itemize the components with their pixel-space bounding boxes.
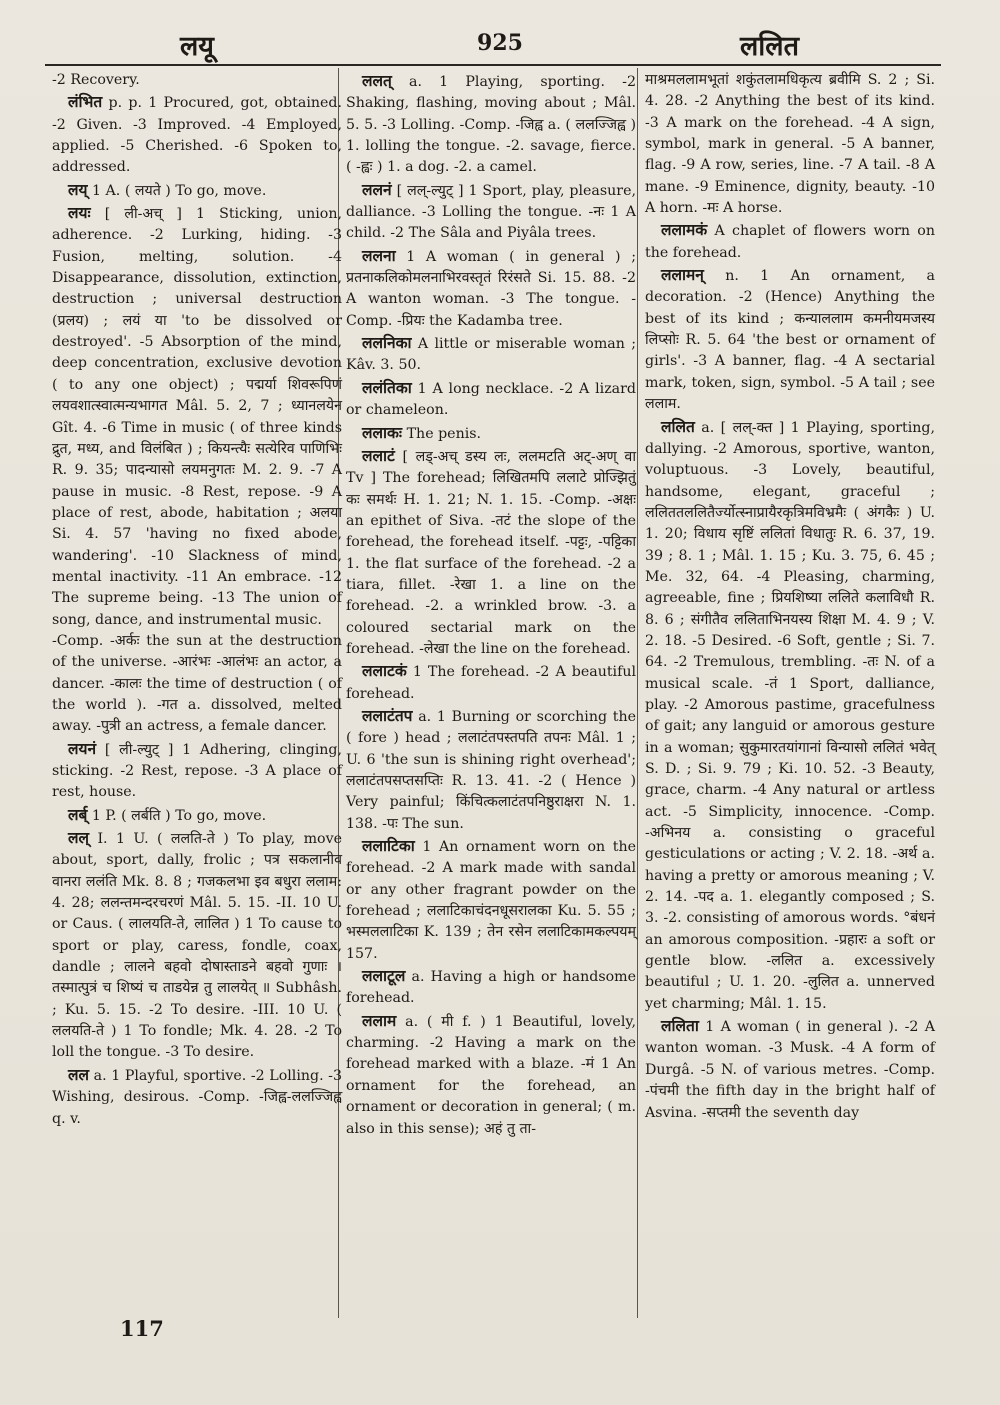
entry-text: [ ली-अच् ] 1 Sticking, union, adherence. -2 Lurking, hiding. -3 Fusion, melting, solution. -4 Disappearance, dissolution, extinction, destruction ; universal destruction (प्रलय) ; लयं या 'to be dissolved or destroyed'. -5 Absorption of the mind, deep concentration, exclusive devotion ( to any one object) ; पद्मर्या शिवरूपिणं लयवशात्स्वात्मन्यभागत Mâl. 5. 2, 7 ; ध्यानलयेन Gît. 4. -6 Time in music ( of three kinds द्रुत, मध्य, and विलंबित ) ; कियन्त्यैः सत्येरिव पाणिभिः R. 9. 35; पादन्यासो लयमनुगतः M. 2. 9. -7 A pause in music. -8 Rest, repose. -9 A place of rest, abode, habitation ; अलया Si. 4. 57 'having no fixed abode, wandering'. -10 Slackness of mind, mental inactivity. -11 An embrace. -12 The supreme being. -13 The union of song, dance, and instrumental music. [52, 206, 342, 628]
entry-headword: ललनं [362, 179, 392, 199]
entry-headword: ललाटूल [362, 966, 406, 986]
entry-headword: ललना [362, 245, 396, 265]
dictionary-entry [52, 91, 342, 178]
entry-text: -Comp. -अर्कः the sun at the destruction of the universe. -आरंभः -आलंभः an actor, a dancer. -कालः the time of destruction ( of the world ). -गत a. dissolved, melted away. -पुत्री an actress, a female dancer. [52, 632, 342, 735]
entry-headword: लंभित [68, 92, 103, 112]
entry-text: माश्रमललामभूतां शकुंतलामधिकृत्य ब्रवीमि S. 2 ; Si. 4. 28. -2 Anything the best of its kind. -3 A mark on the forehead. -4 A sign, symbol, mark in general. -5 A banner, flag. -9 A row, series, line. -7 A tail. -8 A mane. -9 Eminence, dignity, beauty. -10 A horn. -मः A horse. [645, 72, 935, 217]
entry-headword: लर्ब् [68, 804, 88, 824]
right-running-headword: ललित [740, 31, 799, 62]
entry-text: a. [ लल्-क्त ] 1 Playing, sporting, dallying. -2 Amorous, sportive, wanton, voluptuous. -3 Lovely, beautiful, handsome, elegant, graceful ; ललिततललितैर्ज्योत्स्नाप्रायैरकृत्रिमविभ्रमैः ( अंगकैः ) U. 1. 20; विधाय सृष्टिं ललितां विधातुः R. 6. 37, 19. 39 ; 8. 1 ; Mâl. 1. 15 ; Ku. 3. 75, 6. 45 ; Me. 32, 64. -4 Pleasing, charming, agreeable, fine ; प्रियशिष्या ललिते कलाविधौ R. 8. 6 ; संगीतैव ललिताभिनयस्य शिक्षा M. 4. 9 ; V. 2. 18. -5 Desired. -6 Soft, gentle ; Si. 7. 64. -2 Tremulous, trembling. -तः N. of a musical scale. -तं 1 Sport, dalliance, play. -2 Amorous pastime, gracefulness of gait; any languid or amorous gesture in a woman; सुकुमारतयांगानां विन्यासो ललितं भवेत् S. D. ; Si. 9. 79 ; Ki. 10. 52. -3 Beauty, grace, charm. -4 Any natural or artless act. -5 Simplicity, innocence. -Comp. -अभिनय a. consisting o graceful gesticulations or acting ; V. 2. 18. -अर्थ a. having a pretty or amorous meaning ; V. 2. 14. -पद a. 1. elegantly composed ; S. 3. -2. consisting of amorous words. °बंधनं an amorous composition. -प्रहारः a soft or gentle blow. -ललित a. excessively beautiful ; U. 1. 20. -लुलित a. unnerved yet charming; Mâl. 1. 15. [645, 419, 936, 1012]
entry-headword: ललाटकं [362, 661, 407, 681]
dictionary-entry [346, 332, 636, 377]
column-divider [637, 68, 638, 1318]
entry-headword: ललाम [362, 1010, 397, 1030]
entry-text: 1 P. ( लर्बति ) To go, move. [91, 807, 267, 824]
entry-headword: ललंतिका [362, 377, 412, 397]
entry-headword: ललित [661, 416, 695, 436]
entry-text: A little or miserable woman ; Kâv. 3. 50. [346, 336, 637, 374]
entry-headword: ललत् [362, 71, 392, 90]
entry-headword: लल् [68, 828, 90, 848]
entry-text: 1 A woman ( in general ) ; प्रतनाकलिकोमलनाभिरवस्तृतं रिरंसते Si. 15. 88. -2 A wanton woman. -3 The tongue. -Comp. -प्रियः the Kadamba tree. [346, 248, 637, 329]
dictionary-entry [346, 377, 636, 422]
signature-mark: 117 [120, 1316, 164, 1341]
dictionary-entry [346, 179, 636, 245]
dictionary-entry [346, 835, 636, 965]
dictionary-entry [346, 705, 636, 835]
entry-text: The penis. [406, 425, 482, 442]
dictionary-entry [346, 965, 636, 1010]
entry-headword: ललनिका [362, 333, 412, 353]
dictionary-entry [52, 179, 342, 202]
entry-headword: ललामन् [661, 265, 704, 285]
entry-headword: ललामकं [661, 220, 708, 240]
dictionary-entry [346, 70, 636, 179]
entry-text: a. Having a high or handsome forehead. [346, 969, 636, 1007]
entry-text: 1 The forehead. -2 A beautiful forehead. [346, 664, 636, 702]
entry-text: -2 Recovery. [52, 72, 140, 88]
dictionary-entry [52, 738, 342, 804]
dictionary-entry [52, 827, 342, 1064]
entry-headword: ललिता [661, 1016, 699, 1036]
entry-text: [ लल्-ल्युट् ] 1 Sport, play, pleasure, dalliance. -3 Lolling the tongue. -नः 1 A child. -2 The Sâla and Piyâla trees. [346, 182, 636, 242]
entry-text: 1 An ornament worn on the forehead. -2 A mark made with sandal or any other fragrant powder on the forehead ; ललाटिकाचंदनधूसरालका Ku. 5. 55 ; भस्मललाटिका K. 139 ; तेन रसेन ललाटिकामकल्पयम् 157. [346, 839, 636, 962]
dictionary-entry [52, 1064, 342, 1130]
entry-text: 1 A woman ( in general ). -2 A wanton woman. -3 Musk. -4 A form of Durgâ. -5 N. of various metres. -Comp. -पंचमी the fifth day in the bright half of Asvina. -सप्तमी the seventh day [645, 1019, 935, 1121]
entry-text: p. p. 1 Procured, got, obtained. -2 Given. -3 Improved. -4 Employed, applied. -5 Cherished. -6 Spoken to, addressed. [52, 95, 343, 176]
entry-text: 1 A. ( लयते ) To go, move. [92, 182, 267, 199]
dictionary-entry [645, 416, 935, 1016]
dictionary-entry [645, 70, 935, 219]
dictionary-entry [52, 202, 342, 631]
header-rule [45, 64, 941, 66]
entry-text: a. ( मी f. ) 1 Beautiful, lovely, charming. -2 Having a mark on the forehead marked with a blaze. -मं 1 An ornament for the forehead, an ornament or decoration in general; ( m. also in this sense); अहं तु ता- [346, 1013, 636, 1137]
dictionary-entry [52, 70, 342, 91]
dictionary-entry [346, 422, 636, 445]
entry-text: n. 1 An ornament, a decoration. -2 (Hence) Anything the best of its kind ; कन्याललाम कमनीयमजस्य लिप्सोः R. 5. 64 'the best or ornament of girls'. -3 A banner, flag. -4 A sectarial mark, token, sign, symbol. -5 A tail ; see ललाम. [645, 268, 935, 413]
entry-text: [ लड्-अच् डस्य लः, ललमटति अट्-अण् वा Tv ] The forehead; लिखितमपि ललाटे प्रोज्झितुं कः समर्थः H. 1. 21; N. 1. 15. -Comp. -अक्षः an epithet of Siva. -तटं the slope of the forehead, the forehead itself. -पट्टः, -पट्टिका 1. the flat surface of the forehead. -2 a tiara, fillet. -रेखा 1. a line on the forehead. -2. a wrinkled brow. -3. a coloured sectarial mark on the forehead. -लेखा the line on the forehead. [346, 448, 636, 657]
dictionary-entry [645, 219, 935, 264]
dictionary-entry [346, 660, 636, 705]
entry-text: I. 1 U. ( ललति-ते ) To play, move about, sport, dally, frolic ; पत्र सकलानीव वानरा ललंति Mk. 8. 8 ; गजकलभा इव बधुरा ललाम: 4. 28; ललन्तमन्दरचरणं Mâl. 5. 15. -II. 10 U. or Caus. ( लालयति-ते, लालित ) 1 To cause to sport or play, caress, fondle, coax, dandle ; लालने बहवो दोषास्ताडने बहवो गुणाः । तस्मात्पुत्रं च शिष्यं च ताडयेन्न तु लालयेत् ॥ Subhâsh. ; Ku. 5. 15. -2 To desire. -III. 10 U. ( ललयति-ते ) 1 To fondle; Mk. 4. 28. -2 To loll the tongue. -3 To desire. [52, 831, 343, 1061]
dictionary-entry [346, 1010, 636, 1140]
dictionary-entry [645, 264, 935, 415]
column-1 [52, 70, 342, 1130]
entry-headword: लल [68, 1064, 90, 1084]
entry-headword: लयनं [68, 738, 97, 758]
dictionary-entry [52, 631, 342, 738]
entry-text: a. 1 Playful, sportive. -2 Lolling. -3 Wishing, desirous. -Comp. -जिह्व-ललज्जिह्व q. v. [52, 1067, 343, 1127]
left-running-headword: लयू [180, 31, 214, 62]
entry-headword: ललाटंतप [362, 705, 413, 725]
entry-text: a. 1 Burning or scorching the ( fore ) head ; ललाटंतपस्तपति तपनः Mâl. 1 ; U. 6 'the sun is shining right overhead'; ललाटंतपसप्तसप्तिः R. 13. 41. -2 ( Hence ) Very painful; किंचित्कलाटंतपनिष्ठुराक्षरा N. 1. 138. -पः The sun. [346, 708, 637, 832]
page-number: 925 [477, 30, 523, 56]
page-header [40, 22, 960, 68]
column-3 [645, 70, 935, 1124]
dictionary-entry [52, 804, 342, 827]
column-2 [346, 70, 636, 1140]
entry-text: A chaplet of flowers worn on the forehead. [645, 223, 935, 261]
entry-headword: ललाटिका [362, 836, 415, 856]
entry-text: 1 A long necklace. -2 A lizard or chameleon. [346, 380, 636, 419]
entry-text: a. 1 Playing, sporting. -2 Shaking, flashing, moving about ; Mâl. 5. 5. -3 Lolling. -Comp. -जिह्व a. ( ललज्जिह्व ) 1. lolling the tongue. -2. savage, fierce. ( -ह्वः ) 1. a dog. -2. a camel. [346, 74, 636, 176]
dictionary-entry [346, 245, 636, 332]
entry-headword: ललाकः [362, 422, 403, 442]
entry-headword: लयः [68, 203, 91, 223]
entry-headword: ललाटं [362, 445, 395, 465]
dictionary-entry [346, 445, 636, 660]
entry-headword: लय् [68, 179, 88, 199]
dictionary-entry [645, 1015, 935, 1124]
entry-text: [ ली-ल्युट् ] 1 Adhering, clinging, sticking. -2 Rest, repose. -3 A place of rest, house. [52, 741, 343, 801]
